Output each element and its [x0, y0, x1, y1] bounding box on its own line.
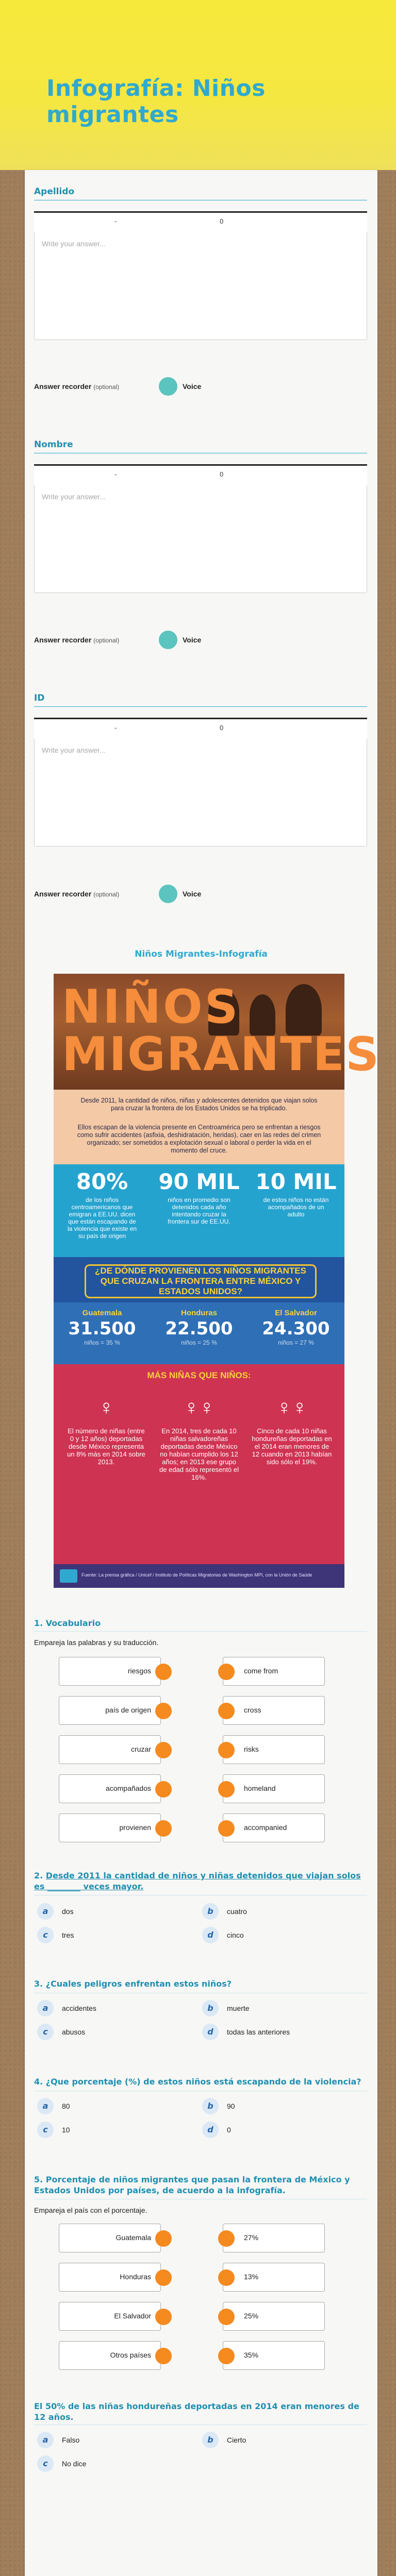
girls-block — [54, 1364, 344, 1564]
voice-label: Voice — [183, 636, 202, 644]
option-text: No dice — [62, 2460, 87, 2468]
match-item-left[interactable] — [59, 1696, 161, 1725]
origin-question-text: ¿DE DÓNDE PROVIENEN LOS NIÑOS MIGRANTES QUE CRUZAN LA FRONTERA ENTRE MÉXICO Y ESTADOS UNIDOS? — [85, 1264, 317, 1298]
match-item-right[interactable] — [223, 2302, 325, 2331]
toolbar-zero[interactable]: 0 — [220, 470, 224, 478]
option-badge: d — [202, 2122, 219, 2138]
option-text: tres — [62, 1931, 74, 1939]
option-badge: b — [202, 2432, 219, 2448]
option-text: 0 — [227, 2126, 231, 2134]
infographic-heading: Niños Migrantes-Infografía — [135, 949, 268, 959]
divider — [34, 706, 367, 707]
option-text: 80 — [62, 2102, 70, 2110]
country — [248, 1302, 344, 1364]
voice-label: Voice — [183, 890, 202, 898]
match-label: Otros países — [110, 2351, 151, 2359]
match-label: Guatemala — [116, 2233, 151, 2242]
option-text: 10 — [62, 2126, 70, 2134]
match-item-right[interactable] — [223, 1814, 325, 1842]
match-connector[interactable] — [155, 2230, 172, 2247]
match-label: 27% — [244, 2233, 259, 2242]
toolbar-zero[interactable]: 0 — [220, 217, 224, 225]
page-title: Infografía: Niños migrantes — [46, 75, 266, 128]
option-text: cuatro — [227, 1907, 247, 1916]
option-text: muerte — [227, 2004, 250, 2012]
match-item-left[interactable] — [59, 1774, 161, 1803]
worksheet — [25, 170, 380, 2576]
question-title: 3. ¿Cuales peligros enfrentan estos niños? — [34, 1979, 232, 1989]
match-connector[interactable] — [218, 1781, 235, 1798]
option-badge: d — [202, 2024, 219, 2040]
stat — [151, 1164, 248, 1257]
option-badge: a — [37, 2432, 54, 2448]
intro-text-2: Ellos escapan de la violencia presente en Centroamérica pero se enfrentan a riesgos como sufrir accidentes (asfixia, deshidratación, heridas), caer en las redes del crimen organizado; ser sometidos a explotación sexual o laboral o perder la vida en el momento del cruce. — [77, 1124, 321, 1154]
match-label: accompanied — [244, 1823, 287, 1832]
match-label: 13% — [244, 2273, 259, 2281]
stats-block — [54, 1164, 344, 1257]
match-label: acompañados — [106, 1784, 151, 1792]
match-connector[interactable] — [155, 1703, 172, 1719]
match-label: 25% — [244, 2312, 259, 2320]
option-text: Falso — [62, 2436, 80, 2444]
country-pct: niños = 35 % — [84, 1339, 120, 1346]
country — [151, 1302, 248, 1364]
answer-input-apellido[interactable] — [34, 232, 367, 340]
infographic-footer — [54, 1564, 344, 1588]
option-badge: d — [202, 1927, 219, 1943]
option-badge: a — [37, 2098, 54, 2114]
answer-placeholder: Write your answer... — [42, 493, 106, 501]
match-connector[interactable] — [218, 1703, 235, 1719]
question-text: Desde 2011 la cantidad de niños y niñas detenidos que viajan solos es ________ veces mayor. — [34, 1871, 361, 1891]
answer-input-nombre[interactable] — [34, 485, 367, 593]
option-text: 90 — [227, 2102, 235, 2110]
intro-text-1: Desde 2011, la cantidad de niños, niñas y adolescentes detenidos que viajan solos para cruzar la frontera de los Estados Unidos se ha triplicado. — [80, 1097, 318, 1112]
match-label: risks — [244, 1745, 259, 1753]
toolbar-dash[interactable]: - — [114, 470, 117, 478]
text-toolbar[interactable] — [34, 464, 367, 486]
question-instructions: Empareja las palabras y su traducción. — [34, 1638, 159, 1647]
match-label: 35% — [244, 2351, 259, 2359]
country-value: 22.500 — [165, 1318, 233, 1339]
option-text: Cierto — [227, 2436, 246, 2444]
option-badge: b — [202, 2000, 219, 2016]
match-connector[interactable] — [155, 2269, 172, 2286]
match-connector[interactable] — [218, 2269, 235, 2286]
stat-value: 80% — [76, 1169, 128, 1194]
match-label: Honduras — [120, 2273, 151, 2281]
publisher-logo — [60, 1569, 77, 1583]
match-connector[interactable] — [218, 1664, 235, 1680]
question-instructions: Empareja el país con el porcentaje. — [34, 2206, 147, 2214]
stat-value: 90 MIL — [158, 1169, 240, 1194]
record-button[interactable] — [159, 885, 177, 903]
match-label: homeland — [244, 1784, 276, 1792]
match-item-right[interactable] — [223, 2263, 325, 2292]
record-button[interactable] — [159, 631, 177, 649]
match-item-right[interactable] — [223, 1657, 325, 1686]
match-item-right[interactable] — [223, 1774, 325, 1803]
match-item-right[interactable] — [223, 1696, 325, 1725]
match-connector[interactable] — [155, 1742, 172, 1758]
intro-block — [54, 1090, 344, 1164]
country-value: 31.500 — [68, 1318, 136, 1339]
option-badge: b — [202, 2098, 219, 2114]
toolbar-dash[interactable]: - — [114, 217, 117, 225]
match-connector[interactable] — [218, 2230, 235, 2247]
stat-text: de los niños centroamericanos que emigran a EE.UU. dicen que están escapando de la violencia que existe en su país de origen — [67, 1196, 137, 1240]
match-connector[interactable] — [155, 1664, 172, 1680]
match-item-left[interactable] — [59, 2263, 161, 2292]
country — [54, 1302, 151, 1364]
match-item-right[interactable] — [223, 2341, 325, 2370]
option-badge: c — [37, 1927, 54, 1943]
match-item-left[interactable] — [59, 1657, 161, 1686]
toolbar-dash[interactable]: - — [114, 724, 117, 732]
recorder-hint: (optional) — [93, 891, 120, 898]
option-badge: b — [202, 1903, 219, 1920]
recorder-label: Answer recorder — [34, 382, 92, 391]
option-badge: c — [37, 2122, 54, 2138]
page-header — [0, 0, 396, 170]
match-label: provienen — [119, 1823, 151, 1832]
match-connector[interactable] — [155, 1820, 172, 1837]
option-badge: c — [37, 2455, 54, 2472]
country-value: 24.300 — [262, 1318, 330, 1339]
match-item-left[interactable] — [59, 1814, 161, 1842]
match-connector[interactable] — [218, 1742, 235, 1758]
option-text: dos — [62, 1907, 74, 1916]
option-badge: a — [37, 2000, 54, 2016]
recorder-label: Answer recorder — [34, 636, 92, 644]
female-group-icon: ♀♀ — [276, 1396, 307, 1419]
countries-block — [54, 1302, 344, 1364]
question-title — [34, 1870, 364, 1892]
question-title: 1. Vocabulario — [34, 1618, 101, 1628]
field-label-nombre: Nombre — [34, 439, 73, 450]
match-connector[interactable] — [218, 2348, 235, 2364]
match-label: cruzar — [131, 1745, 151, 1753]
answer-placeholder: Write your answer... — [42, 240, 106, 248]
girls-fact: El número de niñas (entre 0 y 12 años) deportadas desde México representa un 8% más en 2014 sobre 2013. — [67, 1427, 145, 1466]
match-label: riesgos — [127, 1667, 151, 1675]
match-connector[interactable] — [218, 2309, 235, 2325]
question-title: El 50% de las niñas hondureñas deportadas en 2014 eran menores de 12 años. — [34, 2401, 359, 2422]
text-toolbar[interactable] — [34, 211, 367, 233]
stat — [248, 1164, 344, 1257]
infographic-title-2: MIGRANTES — [62, 1027, 380, 1081]
match-item-left[interactable] — [59, 2224, 161, 2252]
match-label: país de origen — [105, 1706, 151, 1714]
girls-title: MÁS NIÑAS QUE NIÑOS: — [147, 1370, 251, 1380]
female-icon: ♀ — [98, 1396, 114, 1419]
voice-label: Voice — [183, 382, 202, 391]
stat-value: 10 MIL — [255, 1169, 337, 1194]
question-number: 2. — [34, 1871, 46, 1880]
question-title: 5. Porcentaje de niños migrantes que pasan la frontera de México y Estados Unidos por países, de acuerdo a la infografía. — [34, 2175, 350, 2195]
source-text: Fuente: La prensa gráfica / Unicef / Instituto de Políticas Migratorias de Washington MPI, con la Unión de Saúde — [81, 1572, 312, 1578]
text-toolbar[interactable] — [34, 718, 367, 739]
recorder-hint: (optional) — [93, 637, 120, 644]
match-label: cross — [244, 1706, 261, 1714]
girls-fact: En 2014, tres de cada 10 niñas salvadoreñas deportadas desde México no habían cumplido los 12 años; en 2013 ese grupo de edad sólo representó el 16%. — [159, 1427, 239, 1481]
country-pct: niños = 25 % — [181, 1339, 217, 1346]
match-item-right[interactable] — [223, 2224, 325, 2252]
match-item-left[interactable] — [59, 2341, 161, 2370]
country-name: El Salvador — [275, 1309, 317, 1317]
match-connector[interactable] — [218, 1820, 235, 1837]
match-connector[interactable] — [155, 1781, 172, 1798]
match-item-left[interactable] — [59, 1735, 161, 1764]
country-pct: niños = 27 % — [278, 1339, 314, 1346]
recorder-hint: (optional) — [93, 383, 120, 391]
answer-placeholder: Write your answer... — [42, 746, 106, 754]
option-badge: a — [37, 1903, 54, 1920]
option-text: todas las anteriores — [227, 2028, 290, 2036]
female-group-icon: ♀♀ — [184, 1396, 214, 1419]
origin-question — [54, 1257, 344, 1302]
match-item-right[interactable] — [223, 1735, 325, 1764]
infographic-image — [54, 974, 380, 1588]
match-item-left[interactable] — [59, 2302, 161, 2331]
field-label-apellido: Apellido — [34, 187, 75, 197]
record-button[interactable] — [159, 377, 177, 396]
question-title: 4. ¿Que porcentaje (%) de estos niños está escapando de la violencia? — [34, 2077, 361, 2087]
recorder-label: Answer recorder — [34, 890, 92, 898]
toolbar-zero[interactable]: 0 — [220, 724, 224, 732]
option-text: accidentes — [62, 2004, 96, 2012]
country-name: Honduras — [180, 1309, 217, 1317]
stat — [54, 1164, 151, 1257]
country-name: Guatemala — [82, 1309, 122, 1317]
girls-fact: Cinco de cada 10 niñas hondureñas deportadas en el 2014 eran menores de 12 cuando en 2013 habían sido sólo el 19%. — [252, 1427, 332, 1466]
option-badge: c — [37, 2024, 54, 2040]
stat-text: niños en promedio son detenidos cada año intentando cruzar la frontera sur de EE.UU. — [168, 1196, 230, 1225]
match-connector[interactable] — [155, 2348, 172, 2364]
divider — [34, 1631, 367, 1632]
option-text: abusos — [62, 2028, 86, 2036]
stat-text: de estos niños no están acompañados de un adulto — [263, 1196, 329, 1218]
infographic-title-1: NIÑOS — [62, 980, 240, 1034]
match-label: El Salvador — [114, 2312, 151, 2320]
match-connector[interactable] — [155, 2309, 172, 2325]
match-label: come from — [244, 1667, 278, 1675]
answer-input-id[interactable] — [34, 739, 367, 846]
option-text: cinco — [227, 1931, 244, 1939]
field-label-id: ID — [34, 693, 45, 703]
